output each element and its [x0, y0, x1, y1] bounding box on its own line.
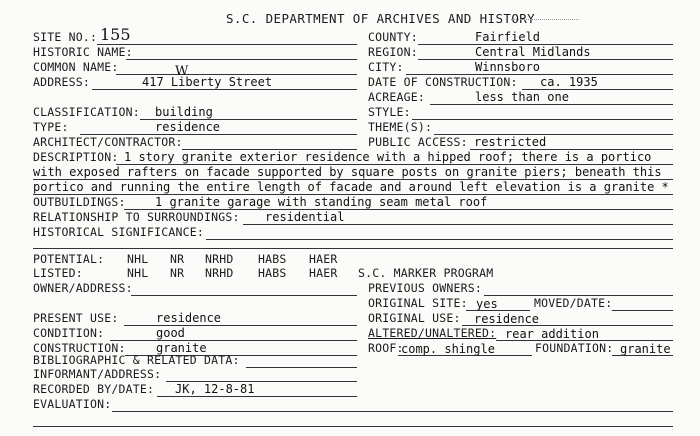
roof-line — [398, 355, 532, 356]
city-value: Winnsboro — [475, 60, 541, 74]
address-value: 417 Liberty Street — [142, 75, 273, 89]
roof-value: comp. shingle — [401, 342, 495, 356]
original-site-label: ORIGINAL SITE: — [368, 296, 468, 310]
region-line — [418, 59, 673, 60]
foundation-label: FOUNDATION: — [535, 341, 614, 355]
historic-name-label: HISTORIC NAME: — [33, 45, 133, 59]
listed-habs: HABS — [258, 266, 287, 280]
region-label: REGION: — [368, 45, 418, 59]
style-line — [412, 119, 673, 120]
type-label: TYPE: — [33, 120, 69, 134]
present-use-value: residence — [156, 311, 222, 325]
historical-significance-line — [206, 239, 673, 240]
sc-marker-program: S.C. MARKER PROGRAM — [358, 266, 494, 280]
owner-address-line — [131, 295, 357, 296]
moved-date-line — [612, 310, 673, 311]
description-line-1: 1 story granite exterior residence with a hipped roof; there is a portico — [124, 150, 652, 164]
description-label: DESCRIPTION: — [33, 150, 119, 164]
original-site-line — [466, 310, 530, 311]
header-dotted-rule — [511, 19, 579, 20]
historic-name-line — [126, 59, 357, 60]
bibliographic-line — [246, 367, 357, 368]
roof-label: ROOF: — [368, 341, 404, 355]
description-line-3: portico and running the entire length of facade and around left elevation is a granite * — [33, 180, 669, 194]
form-title: S.C. DEPARTMENT OF ARCHIVES AND HISTORY — [226, 11, 536, 26]
section-divider — [33, 248, 673, 249]
listed-nr: NR — [170, 266, 185, 280]
listed-haer: HAER — [309, 266, 338, 280]
public-access-label: PUBLIC ACCESS: — [368, 135, 468, 149]
original-use-label: ORIGINAL USE: — [368, 311, 461, 325]
outbuildings-value: 1 granite garage with standing seam metal roof — [155, 195, 488, 209]
foundation-line — [612, 355, 673, 356]
classification-value: building — [155, 105, 213, 119]
recorded-label: RECORDED BY/DATE: — [33, 382, 155, 396]
classification-label: CLASSIFICATION: — [33, 105, 140, 119]
architect-label: ARCHITECT/CONTRACTOR: — [33, 135, 183, 149]
evaluation-line — [112, 411, 673, 412]
address-line — [92, 89, 357, 90]
original-use-value: residence — [474, 312, 540, 326]
county-label: COUNTY: — [368, 30, 418, 44]
potential-nr: NR — [170, 252, 185, 266]
historical-significance-label: HISTORICAL SIGNIFICANCE: — [33, 225, 204, 239]
original-site-value: yes — [476, 297, 498, 311]
public-access-value: restricted — [474, 135, 547, 149]
relationship-label: RELATIONSHIP TO SURROUNDINGS: — [33, 210, 240, 224]
acreage-line — [430, 104, 673, 105]
foundation-value: granite — [620, 342, 671, 356]
style-label: STYLE: — [368, 105, 411, 119]
listed-label: LISTED: — [33, 266, 83, 280]
theme-line — [434, 134, 673, 135]
address-label: ADDRESS: — [33, 75, 90, 89]
recorded-value: JK, 12-8-81 — [175, 382, 255, 396]
potential-nrhd: NRHD — [205, 252, 234, 266]
condition-label: CONDITION: — [33, 326, 105, 340]
potential-nhl: NHL — [127, 252, 149, 266]
informant-label: INFORMANT/ADDRESS: — [33, 367, 162, 381]
county-value: Fairfield — [475, 30, 541, 44]
date-value: ca. 1935 — [540, 75, 598, 89]
bottom-line — [33, 426, 673, 427]
region-value: Central Midlands — [475, 45, 591, 59]
site-no-value: 155 — [100, 25, 131, 44]
theme-label: THEME(S): — [368, 120, 433, 134]
potential-label: POTENTIAL: — [33, 252, 105, 266]
potential-haer: HAER — [309, 252, 338, 266]
common-name-label: COMMON NAME: — [33, 60, 119, 74]
present-use-label: PRESENT USE: — [33, 311, 119, 325]
altered-value: rear addition — [505, 327, 599, 341]
moved-date-label: MOVED/DATE: — [534, 296, 613, 310]
relationship-line — [243, 224, 673, 225]
altered-label: ALTERED/UNALTERED: — [368, 326, 497, 340]
outbuildings-label: OUTBUILDINGS: — [33, 195, 126, 209]
city-label: CITY: — [368, 60, 404, 74]
acreage-label: ACREAGE: — [368, 90, 425, 104]
acreage-value: less than one — [475, 90, 569, 104]
condition-value: good — [156, 326, 185, 340]
potential-habs: HABS — [258, 252, 287, 266]
listed-nrhd: NRHD — [205, 266, 234, 280]
construction-label: CONSTRUCTION: — [33, 341, 126, 355]
previous-owners-label: PREVIOUS OWNERS: — [368, 281, 482, 295]
bibliographic-label: BIBLIOGRAPHIC & RELATED DATA: — [33, 353, 240, 367]
recorded-line — [157, 396, 357, 397]
construction-value: granite — [156, 341, 207, 355]
type-value: residence — [155, 120, 221, 134]
listed-nhl: NHL — [127, 266, 149, 280]
condition-line — [110, 340, 357, 341]
relationship-value: residential — [265, 210, 345, 224]
site-no-line — [97, 44, 357, 45]
site-no-label: SITE NO.: — [33, 30, 98, 44]
address-annotation: W — [175, 64, 189, 79]
owner-address-label: OWNER/ADDRESS: — [33, 281, 133, 295]
date-label: DATE OF CONSTRUCTION: — [368, 75, 518, 89]
description-line-2: with exposed rafters on facade supported by square posts on granite piers; beneath this — [33, 165, 662, 179]
evaluation-label: EVALUATION: — [33, 397, 112, 411]
